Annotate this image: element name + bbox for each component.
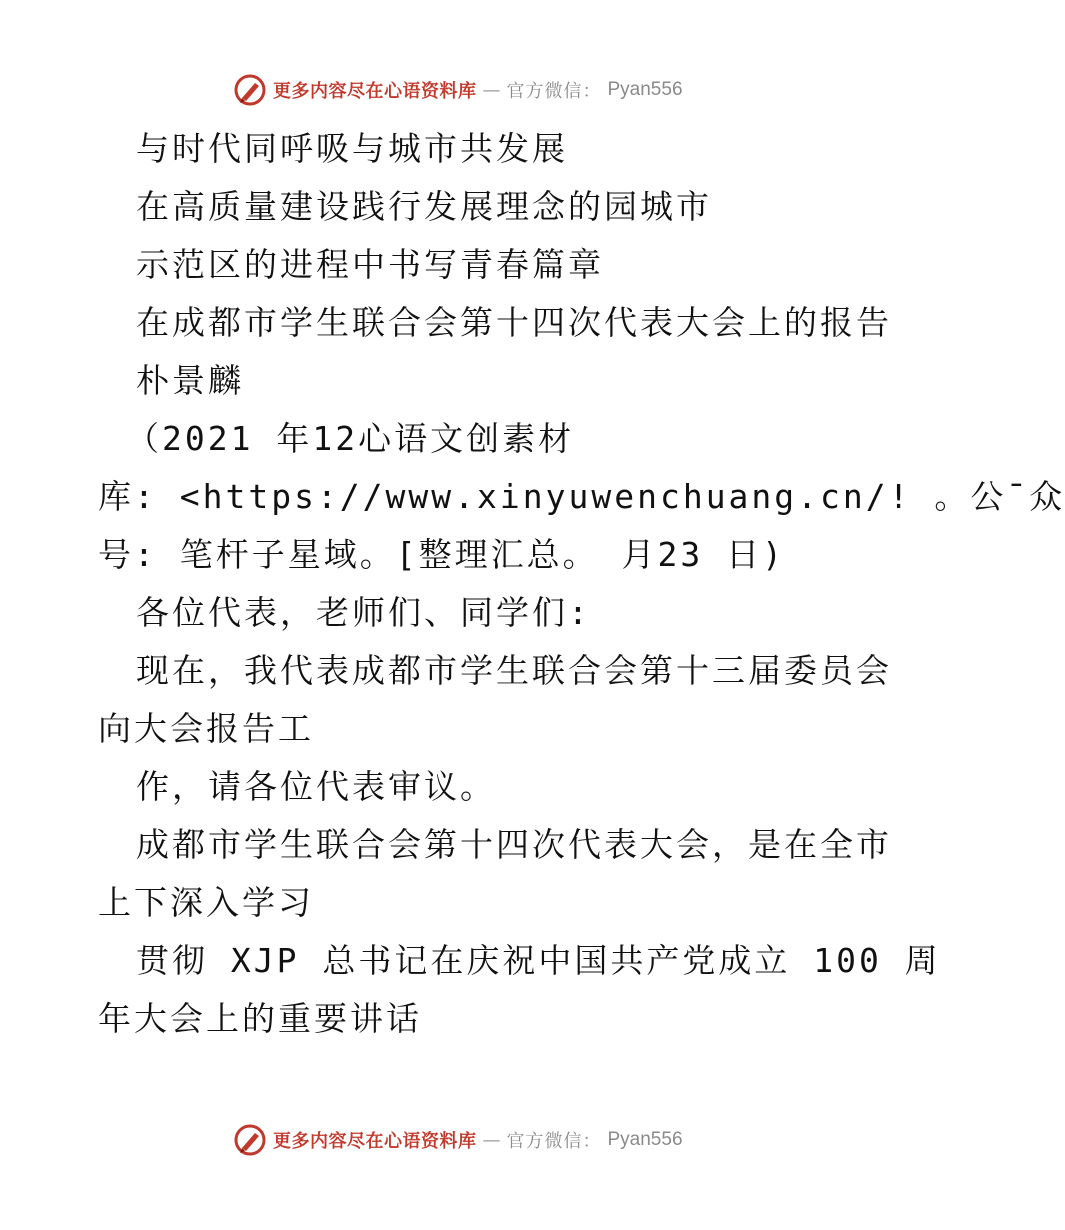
watermark-id: Pyan556 xyxy=(607,1129,683,1150)
paragraph-1-line-3: 作，请各位代表审议。 xyxy=(136,767,496,806)
document-body xyxy=(98,120,1065,1048)
watermark-dash: — xyxy=(482,79,501,101)
greeting-line: 各位代表，老师们、同学们: xyxy=(136,593,591,632)
title-line-3: 示范区的进程中书写青春篇章 xyxy=(136,245,604,284)
watermark-footer xyxy=(233,1122,753,1158)
watermark-grey-text: 官方微信： xyxy=(506,81,602,102)
watermark-red-text: 更多内容尽在心语资料库 xyxy=(273,1131,477,1152)
paragraph-1-line-1: 现在，我代表成都市学生联合会第十三届委员会 xyxy=(136,651,892,690)
date-line-1: （2021 年12心语文创素材 xyxy=(126,419,575,458)
date-line-2: 库: <https://www.xinyuwenchuang.cn/! 。公¯众 xyxy=(98,477,1065,516)
author-line: 朴景麟 xyxy=(136,361,244,400)
watermark-grey-text: 官方微信： xyxy=(506,1131,602,1152)
watermark-dash: — xyxy=(482,1129,501,1151)
paragraph-2-line-4: 年大会上的重要讲话 xyxy=(98,999,422,1038)
pen-logo-icon xyxy=(233,73,267,107)
date-line-3: 号: 笔杆子星域。[整理汇总。 月23 日) xyxy=(98,535,785,574)
paragraph-1-line-2: 向大会报告工 xyxy=(98,709,314,748)
watermark-header xyxy=(233,72,753,108)
watermark-red-text: 更多内容尽在心语资料库 xyxy=(273,81,477,102)
title-line-1: 与时代同呼吸与城市共发展 xyxy=(136,129,568,168)
paragraph-2-line-3: 贯彻 XJP 总书记在庆祝中国共产党成立 100 周 xyxy=(136,941,941,980)
pen-logo-icon xyxy=(233,1123,267,1157)
title-line-2: 在高质量建设践行发展理念的园城市 xyxy=(136,187,712,226)
paragraph-2-line-1: 成都市学生联合会第十四次代表大会，是在全市 xyxy=(136,825,892,864)
paragraph-2-line-2: 上下深入学习 xyxy=(98,883,314,922)
watermark-id: Pyan556 xyxy=(607,79,683,100)
subtitle-line: 在成都市学生联合会第十四次代表大会上的报告 xyxy=(136,303,892,342)
